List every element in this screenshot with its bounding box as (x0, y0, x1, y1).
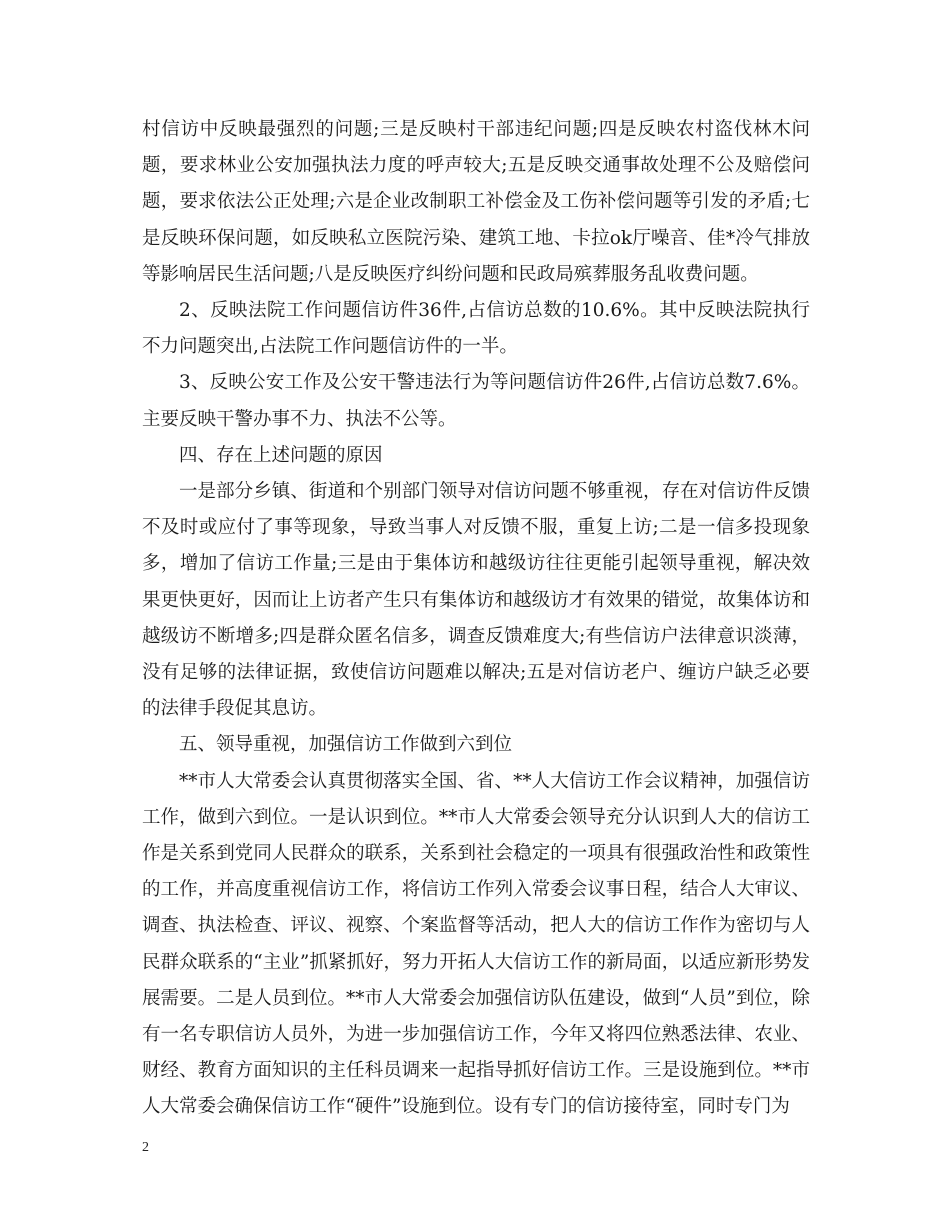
paragraph-continued: 村信访中反映最强烈的问题;三是反映村干部违纪问题;四是反映农村盗伐林木问题，要求林业公安加强执法力度的呼声较大;五是反映交通事故处理不公及赔偿问题，要求依法公正处理;六是企业改制职工补偿金及工伤补偿问题等引发的矛盾;七是反映环保问题，如反映私立医院污染、建筑工地、卡拉ok厅噪音、佳*冷气排放等影响居民生活问题;八是反映医疗纠纷问题和民政局殡葬服务乱收费问题。 (142, 119, 810, 285)
paragraph-leadership: **市人大常委会认真贯彻落实全国、省、**人大信访工作会议精神，加强信访工作，做到六到位。一是认识到位。**市人大常委会领导充分认识到人大的信访工作是关系到党同人民群众的联系，关系到社会稳定的一项具有很强政治性和政策性的工作，并高度重视信访工作，将信访工作列入常委会议事日程，结合人大审议、调查、执法检查、评议、视察、个案监督等活动，把人大的信访工作作为密切与人民群众联系的“主业”抓紧抓好，努力开拓人大信访工作的新局面，以适应新形势发展需要。二是人员到位。**市人大常委会加强信访队伍建设，做到“人员”到位，除有一名专职信访人员外，为进一步加强信访工作，今年又将四位熟悉法律、农业、财经、教育方面知识的主任科员调来一起指导抓好信访工作。三是设施到位。**市人大常委会确保信访工作“硬件”设施到位。设有专门的信访接待室，同时专门为 (142, 770, 810, 1118)
document-body (142, 112, 810, 1126)
paragraph-causes: 一是部分乡镇、街道和个别部门领导对信访问题不够重视，存在对信访件反馈不及时或应付了事等现象，导致当事人对反馈不服，重复上访;二是一信多投现象多，增加了信访工作量;三是由于集体访和越级访往往更能引起领导重视，解决效果更快更好，因而让上访者产生只有集体访和越级访才有效果的错觉，故集体访和越级访不断增多;四是群众匿名信多，调查反馈难度大;有些信访户法律意识淡薄，没有足够的法律证据，致使信访问题难以解决;五是对信访老户、缠访户缺乏必要的法律手段促其息访。 (142, 481, 810, 720)
section-heading-leadership: 五、领导重视，加强信访工作做到六到位 (179, 734, 513, 756)
paragraph-court-issues: 2、反映法院工作问题信访件36件,占信访总数的10.6%。其中反映法院执行不力问题突出,占法院工作问题信访件的一半。 (142, 300, 810, 358)
section-heading-causes: 四、存在上述问题的原因 (179, 444, 383, 466)
paragraph-police-issues: 3、反映公安工作及公安干警违法行为等问题信访件26件,占信访总数7.6%。主要反映干警办事不力、执法不公等。 (142, 372, 810, 430)
page-number: 2 (142, 1140, 149, 1155)
